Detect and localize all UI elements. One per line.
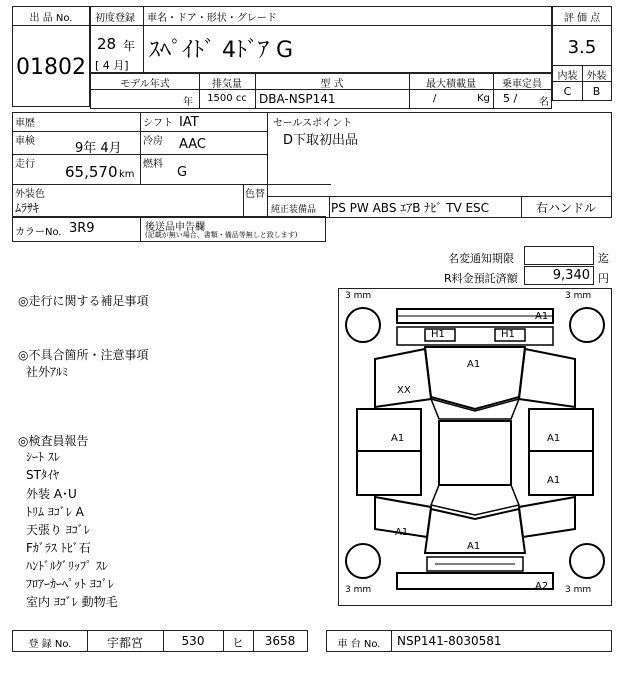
score-box: [552, 6, 612, 101]
shift-value: IAT: [179, 115, 199, 130]
car-outline-svg: [339, 289, 611, 605]
driving-notes-title: ◎走行に関する補足事項: [18, 294, 149, 308]
name-change-label: 名変通知期限: [448, 252, 514, 265]
type-value: DBA-NSP141: [259, 92, 336, 106]
defect-notes-title: ◎不具合箇所・注意事項: [18, 348, 149, 362]
mark-rear-bumper: A2: [535, 581, 549, 592]
mileage-label: 走行: [15, 159, 35, 170]
plate-class: 530: [181, 634, 205, 648]
tire-front-left: [346, 308, 380, 342]
max-load-value: /: [433, 93, 437, 104]
mileage-unit: km: [119, 169, 135, 180]
max-load-unit: Kg: [477, 93, 490, 104]
lot-number-box: [12, 6, 90, 107]
after-market-note: (記載が無い場合、書類・備品等無しと致します): [145, 231, 298, 239]
after-market-label: 後送品申告欄: [145, 222, 205, 233]
score-value: 3.5: [567, 37, 597, 58]
color-no-value: 3R9: [69, 221, 95, 236]
inspector-line: ﾄﾘﾑ ﾖｺﾞﾚ A: [26, 505, 84, 519]
defect-line: 社外ｱﾙﾐ: [26, 365, 69, 379]
mark-left-fender: XX: [397, 385, 411, 396]
mark-right-front-door: A1: [547, 433, 561, 444]
color-label: 外装色: [15, 189, 45, 200]
tire-rear-right: [570, 544, 604, 578]
roof: [439, 421, 511, 485]
color-value: ﾑﾗｻｷ: [15, 201, 40, 215]
plate-kana: ヒ: [231, 636, 244, 650]
equipment-label: 純正装備品: [271, 205, 317, 215]
shift-label: シフト: [143, 118, 173, 129]
inspector-line: ﾌﾛｱｰｶｰﾍﾟｯﾄ ﾖｺﾞﾚ: [26, 577, 114, 591]
plate-box: [12, 630, 308, 652]
first-reg-year: 28: [97, 35, 117, 53]
tire-label-front-left: 3 mm: [345, 291, 372, 301]
fuel-label: 燃料: [143, 159, 163, 170]
exterior-label: 外装: [586, 71, 607, 82]
inspector-line: STﾀｲﾔ: [26, 468, 59, 482]
tire-label-front-right: 3 mm: [565, 291, 592, 301]
mark-front-bumper: A1: [535, 311, 549, 322]
hood: [425, 347, 525, 409]
chassis-value: NSP141-8030581: [397, 634, 502, 648]
score-label: 評 価 点: [563, 13, 601, 24]
type-label: 型 式: [320, 79, 344, 90]
mark-right-rear-door: A1: [547, 475, 561, 486]
mark-hood: A1: [467, 359, 481, 370]
interior-grade: C: [563, 85, 572, 98]
model-year-value: 年: [183, 97, 193, 108]
first-reg-month: [ 4 月]: [95, 59, 129, 72]
recycle-value: 9,340: [552, 268, 590, 283]
interior-label: 内装: [557, 71, 578, 82]
max-load-label: 最大積載量: [426, 79, 476, 90]
tire-rear-left: [346, 544, 380, 578]
inspector-line: Fｶﾞﾗｽ ﾄﾋﾞ石: [26, 541, 91, 555]
car-diagram: [338, 288, 612, 606]
model-name: ｽﾍﾟｲﾄﾞ 4ﾄﾞｱ G: [149, 38, 294, 63]
recycle-unit: 円: [598, 272, 609, 285]
tire-front-right: [570, 308, 604, 342]
ac-value: AAC: [179, 137, 206, 152]
recycle-label: R料金預託済額: [444, 272, 518, 285]
details-box: [12, 112, 612, 218]
lot-number: 01802: [16, 55, 86, 80]
first-reg-label: 初度登録: [95, 13, 135, 24]
lot-number-label: 出 品 No.: [29, 13, 73, 24]
inspector-title: ◎検査員報告: [18, 434, 89, 448]
capacity-unit: 名: [539, 97, 549, 108]
tire-label-rear-right: 3 mm: [565, 585, 592, 595]
fuel-value: G: [177, 165, 188, 180]
mark-headlight-left: H1: [431, 329, 445, 340]
tire-label-rear-left: 3 mm: [345, 585, 372, 595]
repaint-label: 色替: [245, 189, 265, 200]
capacity-value: 5 /: [503, 92, 518, 105]
plate-number: 3658: [264, 634, 296, 648]
chassis-label: 車 台 No.: [337, 639, 381, 650]
mileage-value: 65,570: [65, 163, 118, 181]
inspector-line: 室内 ﾖｺﾞﾚ 動物毛: [26, 595, 118, 609]
color-no-row: [12, 216, 326, 242]
inspector-line: ﾊﾝﾄﾞﾙｸﾞﾘｯﾌﾟ ｽﾚ: [26, 559, 108, 573]
right-rear-quarter: [519, 497, 575, 537]
name-change-unit: 迄: [598, 252, 609, 265]
inspector-line: 外装 A･U: [26, 487, 77, 501]
title-box: [90, 6, 552, 73]
sales-point-value: D下取初出品: [283, 133, 359, 148]
inspector-line: 天張り ﾖｺﾞﾚ: [26, 523, 90, 537]
ac-label: 冷房: [143, 136, 163, 147]
model-name-label: 車名・ドア・形状・グレード: [147, 13, 277, 24]
plate-label: 登 録 No.: [28, 639, 72, 650]
front-face: [397, 327, 553, 345]
rear-window: [431, 485, 519, 515]
inspection-label: 車検: [15, 136, 35, 147]
inspection-value: 9年 4月: [75, 141, 122, 156]
rear-bumper: [397, 573, 553, 589]
equipment-value: PS PW ABS ｴｱB ﾅﾋﾞ TV ESC: [331, 201, 490, 215]
left-front-fender: [375, 349, 431, 407]
displacement-label: 排気量: [212, 79, 242, 90]
sales-point-label: セールスポイント: [273, 118, 353, 129]
mark-trunk: A1: [467, 541, 481, 552]
capacity-label: 乗車定員: [502, 79, 542, 90]
name-change-field: [524, 246, 594, 265]
spec-row: [90, 73, 552, 109]
exterior-grade: B: [592, 85, 601, 98]
handle-value: 右ハンドル: [535, 201, 596, 215]
displacement-value: 1500 cc: [207, 93, 247, 104]
mark-left-rear: A1: [395, 527, 409, 538]
color-no-label: カラーNo.: [15, 227, 62, 238]
model-year-label: モデル年式: [120, 79, 170, 90]
chassis-box: [326, 630, 612, 652]
year-unit: 年: [123, 39, 136, 53]
plate-region: 宇都宮: [106, 636, 143, 650]
mark-headlight-right: H1: [501, 329, 515, 340]
history-label: 車歴: [15, 118, 35, 129]
mark-left-front-door: A1: [391, 433, 405, 444]
right-front-fender: [519, 349, 575, 407]
inspector-line: ｼｰﾄ ｽﾚ: [26, 450, 60, 464]
